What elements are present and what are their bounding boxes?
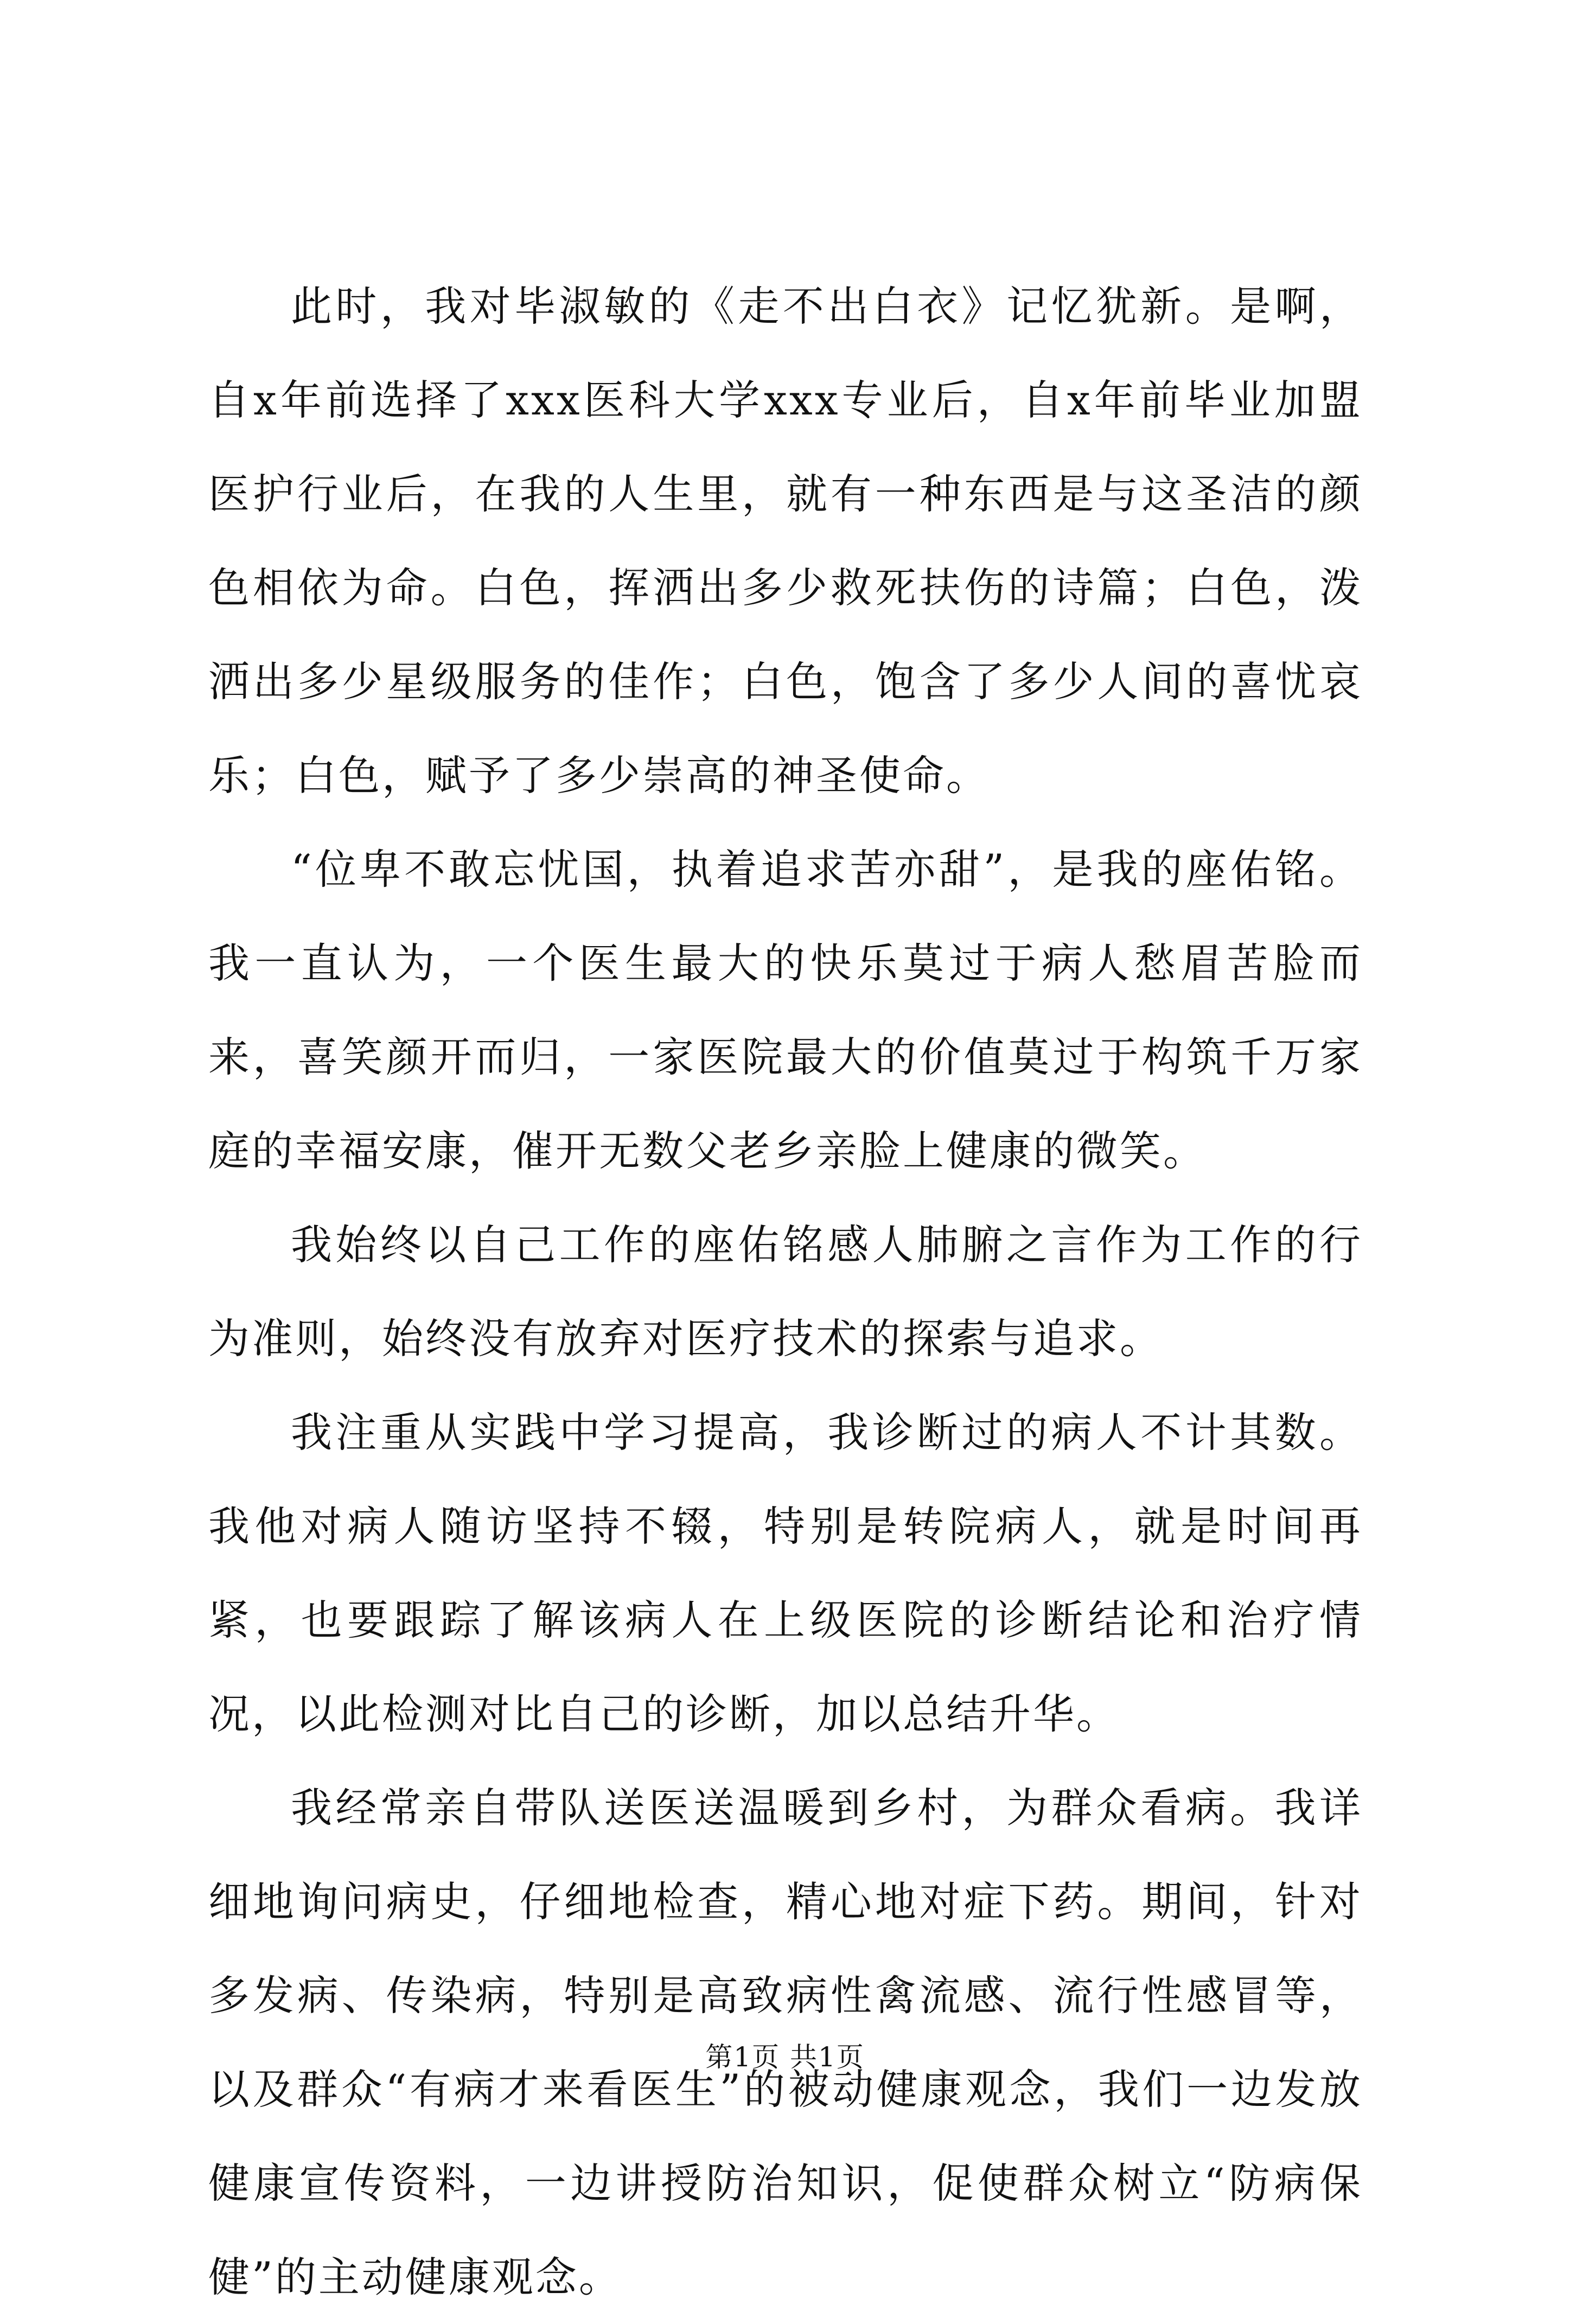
paragraph-4: 我注重从实践中学习提高，我诊断过的病人不计其数。我他对病人随访坚持不辍，特别是转院病人，就是时间再紧，也要跟踪了解该病人在上级医院的诊断结论和治疗情况，以此检测对比自己的诊断，加以总结升华。 bbox=[208, 1408, 1363, 1738]
paragraph-5: 我经常亲自带队送医送温暖到乡村，为群众看病。我详细地询问病史，仔细地检查，精心地对症下药。期间，针对多发病、传染病，特别是高致病性禽流感、流行性感冒等，以及群众“有病才来看医生”的被动健康观念，我们一边发放健康宣传资料，一边讲授防治知识，促使群众树立“防病保健”的主动健康观念。 bbox=[208, 1784, 1363, 2301]
paragraph-3: 我始终以自己工作的座佑铭感人肺腑之言作为工作的行为准则，始终没有放弃对医疗技术的探索与追求。 bbox=[208, 1221, 1363, 1363]
paragraph-2: “位卑不敢忘忧国，执着追求苦亦甜”，是我的座佑铭。我一直认为，一个医生最大的快乐莫过于病人愁眉苦脸而来，喜笑颜开而归，一家医院最大的价值莫过于构筑千万家庭的幸福安康，催开无数父老乡亲脸上健康的微笑。 bbox=[208, 845, 1363, 1175]
document-body bbox=[208, 259, 1363, 2324]
paragraph-1: 此时，我对毕淑敏的《走不出白衣》记忆犹新。是啊，自x年前选择了xxx医科大学xxx专业后，自x年前毕业加盟医护行业后，在我的人生里，就有一种东西是与这圣洁的颜色相依为命。白色，挥洒出多少救死扶伤的诗篇；白色，泼洒出多少星级服务的佳作；白色，饱含了多少人间的喜忧哀乐；白色，赋予了多少崇高的神圣使命。 bbox=[208, 282, 1363, 800]
page-footer: 第1页 共1页 bbox=[705, 2041, 865, 2073]
